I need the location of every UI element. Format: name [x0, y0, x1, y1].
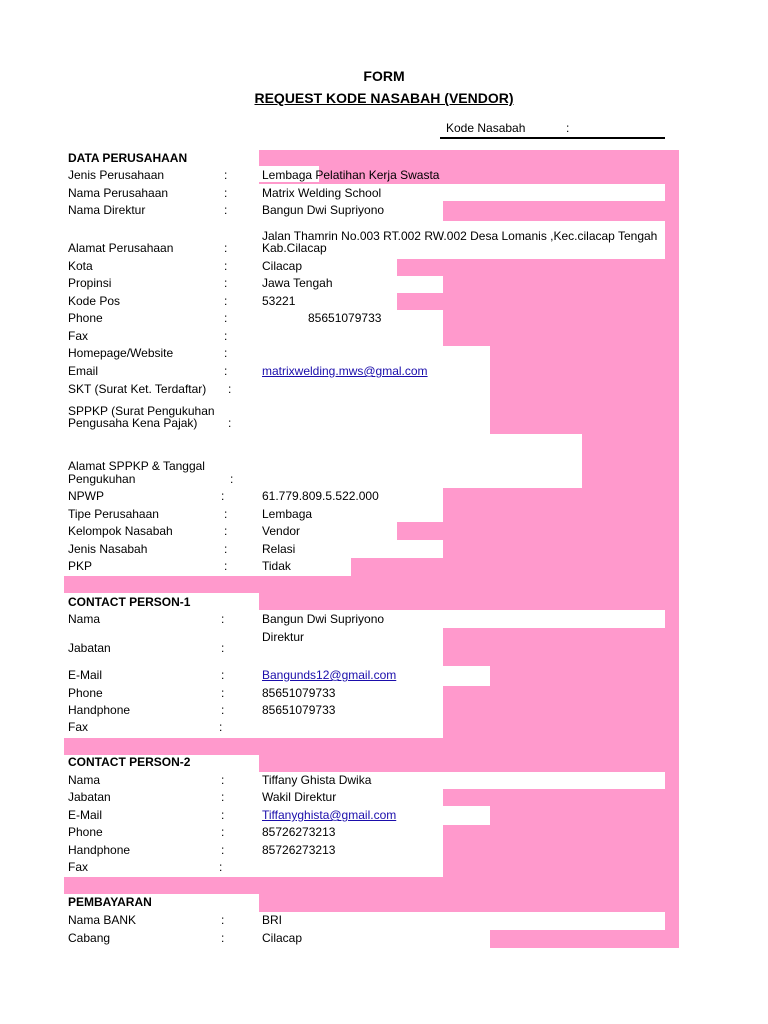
jenis-nasabah-label: Jenis Nasabah — [68, 542, 148, 556]
contact1-email-label: E-Mail — [68, 668, 103, 682]
jenis-perusahaan-label: Jenis Perusahaan — [68, 168, 165, 182]
pink-band-1 — [64, 576, 260, 593]
contact2-handphone-value[interactable]: 85726273213 — [262, 843, 336, 857]
contact2-phone-value[interactable]: 85726273213 — [262, 825, 336, 839]
kode-pos-value[interactable]: 53221 — [262, 294, 296, 308]
tipe-perusahaan-label: Tipe Perusahaan — [68, 507, 159, 521]
white-cell — [259, 434, 582, 488]
contact1-fax-label: Fax — [68, 720, 89, 734]
colon: : — [224, 276, 228, 290]
fax-label: Fax — [68, 329, 89, 343]
contact2-jabatan-label: Jabatan — [68, 790, 111, 804]
colon: : — [221, 790, 225, 804]
cabang-value[interactable]: Cilacap — [262, 931, 303, 945]
contact2-nama-label: Nama — [68, 773, 101, 787]
white-cell — [259, 912, 665, 930]
colon: : — [221, 489, 225, 503]
contact1-phone-label: Phone — [68, 686, 103, 700]
colon: : — [221, 843, 225, 857]
contact1-nama-label: Nama — [68, 612, 101, 626]
contact2-email-link[interactable]: Tiffanyghista@gmail.com — [262, 808, 397, 822]
kota-value[interactable]: Cilacap — [262, 259, 303, 273]
colon: : — [224, 346, 228, 360]
colon: : — [219, 860, 223, 874]
contact1-nama-value[interactable]: Bangun Dwi Supriyono — [262, 612, 385, 626]
contact2-handphone-label: Handphone — [68, 843, 131, 857]
colon: : — [224, 329, 228, 343]
colon: : — [221, 641, 225, 655]
colon: : — [221, 668, 225, 682]
contact2-email-label: E-Mail — [68, 808, 103, 822]
contact1-handphone-label: Handphone — [68, 703, 131, 717]
alamat-sppkp-label-line1: Alamat SPPKP & Tanggal — [68, 459, 205, 473]
colon: : — [224, 186, 228, 200]
nama-perusahaan-label: Nama Perusahaan — [68, 186, 169, 200]
white-cell — [259, 346, 490, 434]
colon: : — [221, 825, 225, 839]
contact1-jabatan-value[interactable]: Direktur — [262, 630, 305, 644]
nama-direktur-value[interactable]: Bangun Dwi Supriyono — [262, 203, 385, 217]
kode-nasabah-line — [440, 137, 665, 139]
colon: : — [221, 612, 225, 626]
colon: : — [224, 364, 228, 378]
colon: : — [224, 559, 228, 573]
propinsi-value[interactable]: Jawa Tengah — [262, 276, 333, 290]
homepage-label: Homepage/Website — [68, 346, 174, 360]
npwp-label: NPWP — [68, 489, 104, 503]
kelompok-nasabah-label: Kelompok Nasabah — [68, 524, 173, 538]
contact1-jabatan-label: Jabatan — [68, 641, 111, 655]
colon: : — [228, 416, 232, 430]
phone-value[interactable]: 85651079733 — [308, 311, 382, 325]
email-label: Email — [68, 364, 99, 378]
nama-direktur-label: Nama Direktur — [68, 203, 146, 217]
alamat-sppkp-label-line2: Pengukuhan — [68, 472, 136, 486]
email-link[interactable]: matrixwelding.mws@gmal.com — [262, 364, 428, 378]
nama-perusahaan-value[interactable]: Matrix Welding School — [262, 186, 382, 200]
alamat-perusahaan-value-line2[interactable]: Kab.Cilacap — [262, 241, 327, 255]
contact2-jabatan-value[interactable]: Wakil Direktur — [262, 790, 337, 804]
skt-label: SKT (Surat Ket. Terdaftar) — [68, 382, 207, 396]
form-title: FORM — [363, 68, 405, 84]
colon: : — [228, 382, 232, 396]
colon: : — [224, 259, 228, 273]
colon: : — [224, 294, 228, 308]
colon: : — [224, 542, 228, 556]
cabang-label: Cabang — [68, 931, 111, 945]
colon: : — [221, 808, 225, 822]
colon: : — [224, 241, 228, 255]
pkp-value[interactable]: Tidak — [262, 559, 291, 573]
pembayaran-heading: PEMBAYARAN — [68, 895, 152, 909]
colon: : — [224, 507, 228, 521]
phone-label: Phone — [68, 311, 103, 325]
nama-bank-value[interactable]: BRI — [262, 913, 283, 927]
colon: : — [224, 311, 228, 325]
sppkp-label-line2: Pengusaha Kena Pajak) — [68, 416, 198, 430]
colon: : — [224, 168, 228, 182]
contact1-email-link[interactable]: Bangunds12@gmail.com — [262, 668, 397, 682]
pink-band-2 — [64, 738, 260, 755]
jenis-nasabah-value[interactable]: Relasi — [262, 542, 296, 556]
alamat-perusahaan-label: Alamat Perusahaan — [68, 241, 174, 255]
colon: : — [224, 203, 228, 217]
colon: : — [219, 720, 223, 734]
pkp-label: PKP — [68, 559, 93, 573]
kelompok-nasabah-value[interactable]: Vendor — [262, 524, 301, 538]
colon: : — [221, 931, 225, 945]
contact2-nama-value[interactable]: Tiffany Ghista Dwika — [262, 773, 372, 787]
alamat-perusahaan-value-line1[interactable]: Jalan Thamrin No.003 RT.002 RW.002 Desa Lomanis ,Kec.cilacap Tengah — [262, 229, 658, 243]
nama-bank-label: Nama BANK — [68, 913, 137, 927]
colon: : — [230, 472, 234, 486]
contact2-phone-label: Phone — [68, 825, 103, 839]
data-perusahaan-heading: DATA PERUSAHAAN — [68, 151, 188, 165]
tipe-perusahaan-value[interactable]: Lembaga — [262, 507, 313, 521]
form-subtitle: REQUEST KODE NASABAH (VENDOR) — [254, 90, 514, 106]
colon: : — [221, 703, 225, 717]
contact1-heading: CONTACT PERSON-1 — [68, 595, 191, 609]
colon: : — [221, 773, 225, 787]
colon: : — [221, 913, 225, 927]
colon: : — [224, 524, 228, 538]
jenis-perusahaan-value[interactable]: Lembaga Pelatihan Kerja Swasta — [262, 168, 440, 182]
contact1-handphone-value[interactable]: 85651079733 — [262, 703, 336, 717]
kode-pos-label: Kode Pos — [68, 294, 121, 308]
pink-band-3 — [64, 877, 260, 894]
contact2-fax-label: Fax — [68, 860, 89, 874]
contact2-heading: CONTACT PERSON-2 — [68, 755, 191, 769]
sppkp-label-line1: SPPKP (Surat Pengukuhan — [68, 404, 215, 418]
npwp-value[interactable]: 61.779.809.5.522.000 — [262, 489, 379, 503]
contact1-phone-value[interactable]: 85651079733 — [262, 686, 336, 700]
kota-label: Kota — [68, 259, 93, 273]
kode-nasabah-colon: : — [566, 121, 570, 135]
kode-nasabah-label: Kode Nasabah — [446, 121, 526, 135]
colon: : — [221, 686, 225, 700]
propinsi-label: Propinsi — [68, 276, 112, 290]
